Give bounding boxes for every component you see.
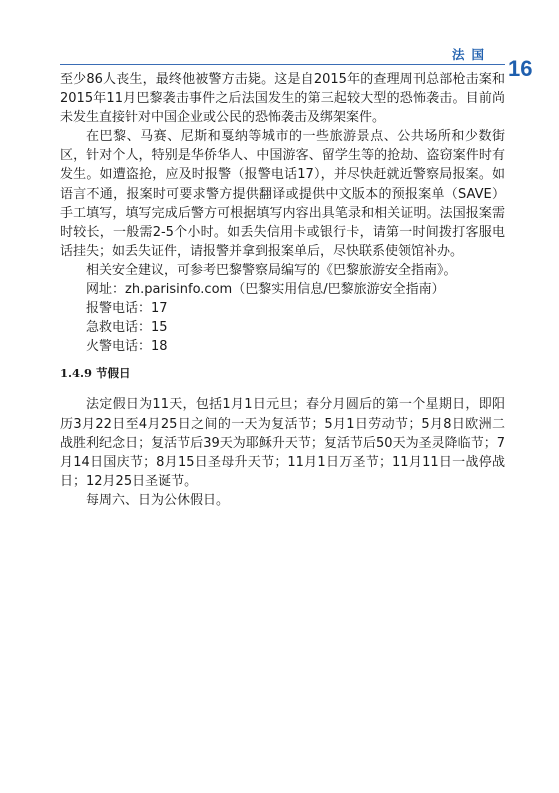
website-line: 网址：zh.parisinfo.com（巴黎实用信息/巴黎旅游安全指南） (86, 282, 445, 298)
section-label: 法国 (452, 47, 492, 62)
paragraph-public-holidays: 法定假日为11天，包括1月1日元旦；春分月圆后的第一个星期日，即阳历3月22日至4月25日之间的一天为复活节；5月1日劳动节；5月8日欧洲二战胜利纪念日；复活节后39天为耶稣升天节；复活节后50天为圣灵降临节；7月14日国庆节；8月15日圣母升天节；11月1日万圣节；11月11日一战停战日；12月25日圣诞节。 (60, 397, 505, 489)
phone-police: 报警电话：17 (86, 301, 168, 317)
page-body (60, 70, 505, 510)
page-number: 16 (508, 56, 533, 81)
page-header (0, 0, 559, 80)
paragraph-terror-continued: 至少86人丧生，最终他被警方击毙。这是自2015年的查理周刊总部枪击案和2015年11月巴黎袭击事件之后法国发生的第三起较大型的恐怖袭击。目前尚未发生直接针对中国企业或公民的恐怖袭击及绑架案件。 (60, 72, 505, 126)
phone-fire: 火警电话：18 (86, 339, 168, 355)
section-heading-holidays: 1.4.9 节假日 (60, 366, 131, 381)
paragraph-theft-advice: 在巴黎、马赛、尼斯和戛纳等城市的一些旅游景点、公共场所和少数街区，针对个人，特别是华侨华人、中国游客、留学生等的抢劫、盗窃案件时有发生。如遭盗抢，应及时报警（报警电话17），并尽快赶就近警察局报案。如语言不通，报案时可要求警方提供翻译或提供中文版本的预报案单（SAVE）手工填写，填写完成后警方可根据填写内容出具笔录和相关证明。法国报案需时较长，一般需2-5个小时。如丢失信用卡或银行卡，请第一时间拨打客服电话挂失；如丢失证件，请报警并拿到报案单后，尽快联系使领馆补办。 (60, 129, 505, 259)
paragraph-safety-guide: 相关安全建议，可参考巴黎警察局编写的《巴黎旅游安全指南》。 (86, 262, 457, 278)
header-rule (60, 64, 505, 65)
phone-ambulance: 急救电话：15 (86, 320, 168, 336)
paragraph-weekend: 每周六、日为公休假日。 (86, 492, 230, 508)
